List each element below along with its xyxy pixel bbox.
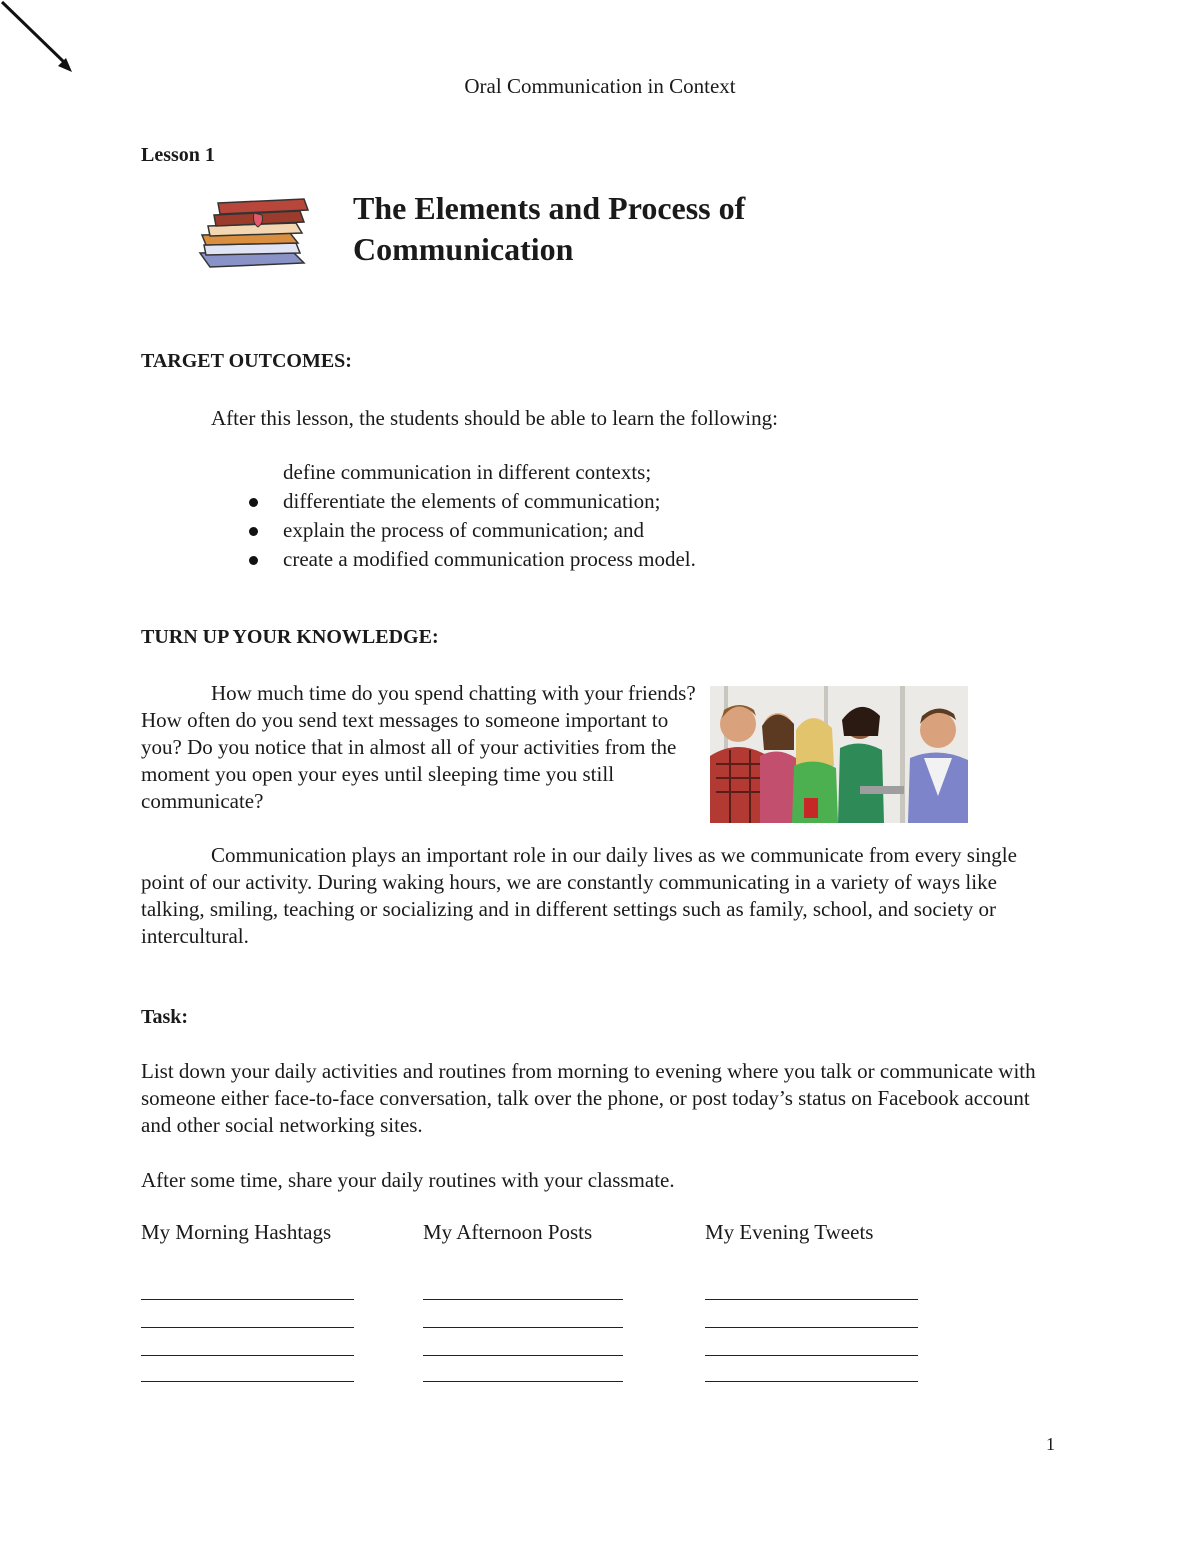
arrow-icon: [0, 0, 80, 80]
running-header: Oral Communication in Context: [464, 74, 736, 98]
knowledge-paragraph-2: Communication plays an important role in our daily lives as we communicate from every single point of our activity. During waking hours, we are constantly communicating in a variety of ways like talking, smiling, teaching or socializing and in different settings such as family, school, and society or intercultural.: [141, 843, 1017, 948]
morning-blank-line[interactable]: [141, 1381, 354, 1382]
afternoon-blank-line[interactable]: [423, 1299, 623, 1300]
evening-blank-line[interactable]: [705, 1327, 918, 1328]
evening-column-heading: My Evening Tweets: [705, 1220, 874, 1244]
outcomes-intro: After this lesson, the students should be able to learn the following:: [211, 406, 778, 430]
task-paragraph-2: After some time, share your daily routines with your classmate.: [141, 1168, 675, 1192]
knowledge-paragraph-1: How much time do you spend chatting with your friends? How often do you send text messages to someone important to you? Do you notice that in almost all of your activities from the moment you open your eyes until sleeping time you still communicate?: [141, 681, 696, 813]
page-number: 1: [1046, 1434, 1055, 1454]
morning-blank-line[interactable]: [141, 1299, 354, 1300]
afternoon-column-heading: My Afternoon Posts: [423, 1220, 593, 1244]
knowledge-heading: TURN UP YOUR KNOWLEDGE:: [141, 626, 439, 648]
bullet-icon: [249, 527, 258, 536]
afternoon-blank-line[interactable]: [423, 1327, 623, 1328]
outcomes-list: [245, 458, 696, 574]
evening-blank-line[interactable]: [705, 1381, 918, 1382]
lesson-label: Lesson 1: [141, 144, 215, 166]
morning-blank-line[interactable]: [141, 1355, 354, 1356]
list-item-text: differentiate the elements of communication;: [283, 489, 661, 513]
list-item-text: create a modified communication process model.: [283, 547, 696, 571]
afternoon-blank-line[interactable]: [423, 1355, 623, 1356]
list-item: [245, 487, 696, 516]
list-item-text: explain the process of communication; and: [283, 518, 644, 542]
friends-photo: [710, 686, 968, 823]
afternoon-blank-line[interactable]: [423, 1381, 623, 1382]
task-paragraph-1: List down your daily activities and routines from morning to evening where you talk or communicate with someone either face-to-face conversation, talk over the phone, or post today’s status on Facebook account and other social networking sites.: [141, 1059, 1036, 1137]
evening-blank-line[interactable]: [705, 1299, 918, 1300]
list-item: [245, 458, 696, 487]
bullet-icon: [249, 556, 258, 565]
lesson-title: The Elements and Process of Communication: [353, 190, 746, 267]
evening-blank-line[interactable]: [705, 1355, 918, 1356]
task-heading: Task:: [141, 1006, 189, 1028]
list-item-text: define communication in different contexts;: [283, 460, 652, 484]
morning-column-heading: My Morning Hashtags: [141, 1220, 332, 1244]
list-item: [245, 545, 696, 574]
bullet-icon: [249, 498, 258, 507]
list-item: [245, 516, 696, 545]
books-icon: [192, 193, 316, 273]
morning-blank-line[interactable]: [141, 1327, 354, 1328]
target-outcomes-heading: TARGET OUTCOMES:: [141, 350, 352, 372]
